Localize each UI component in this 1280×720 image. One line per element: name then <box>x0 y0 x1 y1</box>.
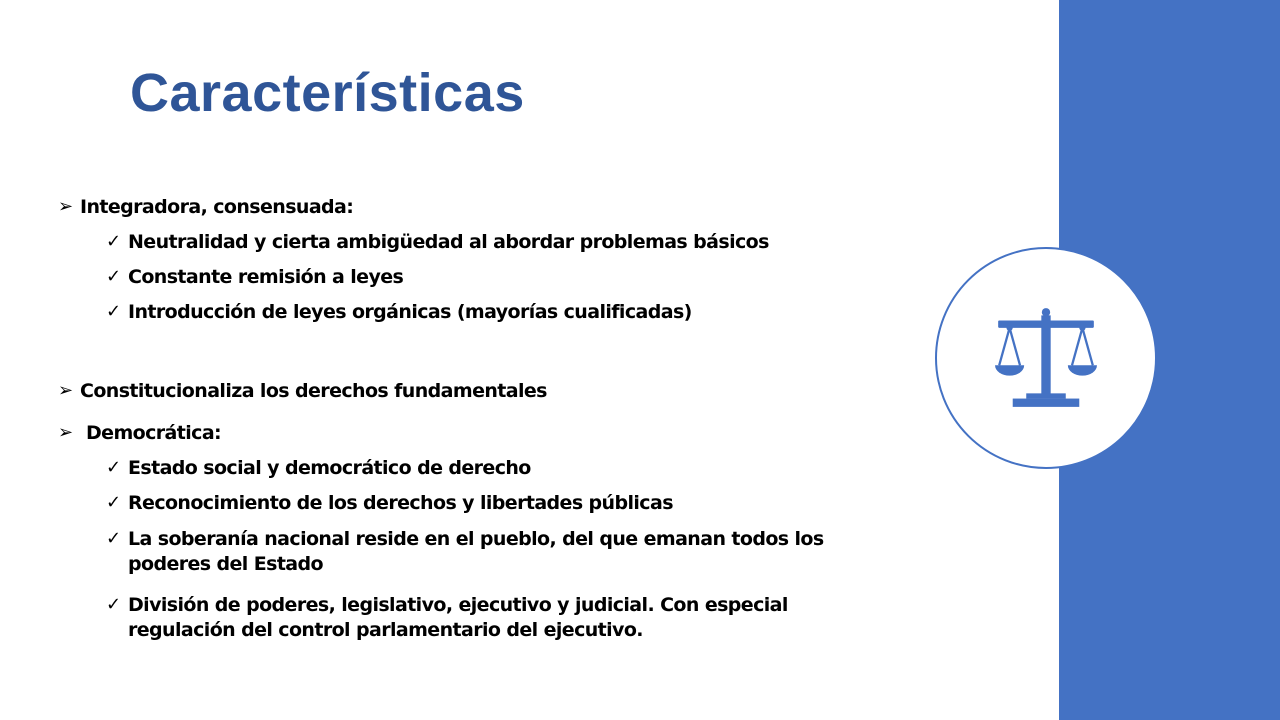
list-item <box>106 527 896 577</box>
arrow-bullet-icon: ➢ <box>58 196 74 217</box>
list-item <box>106 300 692 325</box>
checkmark-bullet-icon: ✓ <box>106 492 122 513</box>
slide-title: Características <box>130 63 525 123</box>
checkmark-bullet-icon: ✓ <box>106 457 122 478</box>
list-item <box>106 265 403 290</box>
list-item <box>58 421 221 446</box>
list-item-text: Democrática: <box>80 422 222 444</box>
list-item-text: Introducción de leyes orgánicas (mayorías cualificadas) <box>128 301 692 323</box>
checkmark-bullet-icon: ✓ <box>106 594 122 615</box>
list-item <box>106 456 531 481</box>
list-item-text: Integradora, consensuada: <box>80 196 354 218</box>
checkmark-bullet-icon: ✓ <box>106 301 122 322</box>
list-item <box>106 230 769 255</box>
list-item-text: Neutralidad y cierta ambigüedad al abordar problemas básicos <box>128 231 769 253</box>
arrow-bullet-icon: ➢ <box>58 380 74 401</box>
list-item-text: Constante remisión a leyes <box>128 266 404 288</box>
checkmark-bullet-icon: ✓ <box>106 231 122 252</box>
list-item-text: Reconocimiento de los derechos y libertades públicas <box>128 492 673 514</box>
list-item-text: División de poderes, legislativo, ejecutivo y judicial. Con especial regulación del control parlamentario del ejecutivo. <box>128 594 788 641</box>
list-item <box>106 593 866 643</box>
checkmark-bullet-icon: ✓ <box>106 528 122 549</box>
list-item-text: Estado social y democrático de derecho <box>128 457 531 479</box>
list-item <box>58 195 353 220</box>
list-item-text: Constitucionaliza los derechos fundamentales <box>80 380 547 402</box>
arrow-bullet-icon: ➢ <box>58 422 74 443</box>
list-item <box>106 491 673 516</box>
list-item <box>58 379 547 404</box>
checkmark-bullet-icon: ✓ <box>106 266 122 287</box>
list-item-text: La soberanía nacional reside en el pueblo, del que emanan todos los poderes del Estado <box>128 528 824 575</box>
